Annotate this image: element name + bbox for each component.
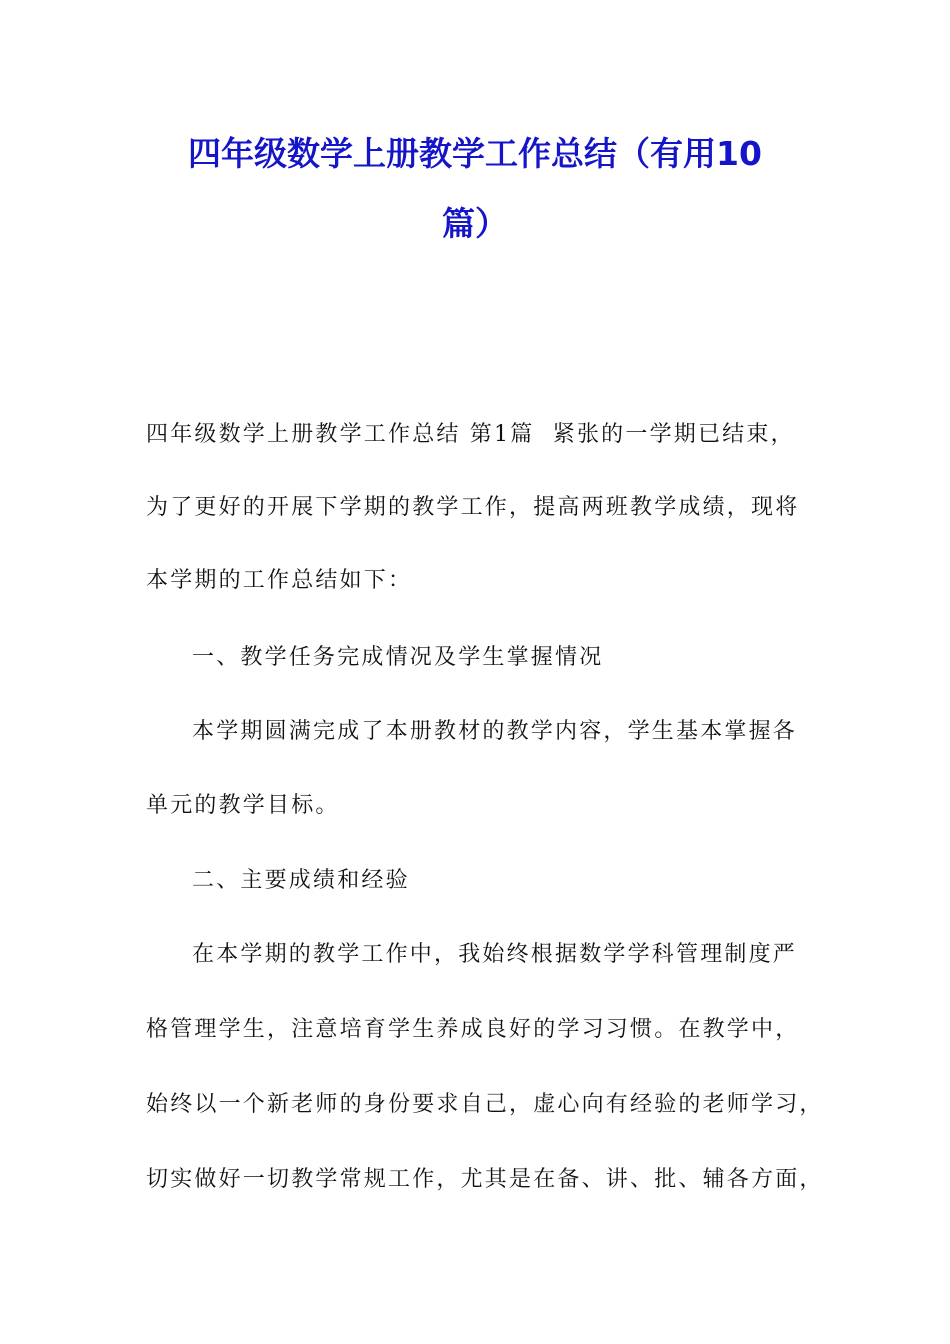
body-line-11: 切实做好一切教学常规工作，尤其是在备、讲、批、辅各方面，: [146, 1167, 824, 1192]
body-line-9: 格管理学生，注意培育学生养成良好的学习习惯。在教学中，: [146, 1017, 800, 1042]
section-heading-1: 一、教学任务完成情况及学生掌握情况: [192, 645, 604, 670]
document-title-line-2: 篇）: [442, 204, 508, 243]
body-line-8: 在本学期的教学工作中，我始终根据数学学科管理制度严: [192, 942, 798, 967]
body-line-3: 本学期的工作总结如下：: [146, 568, 413, 593]
body-line-6: 单元的教学目标。: [146, 793, 340, 818]
body-line-10: 始终以一个新老师的身份要求自己，虚心向有经验的老师学习，: [146, 1092, 824, 1117]
body-line-1: 四年级数学上册教学工作总结 第1篇 紧张的一学期已结束，: [146, 422, 795, 447]
body-line-5: 本学期圆满完成了本册教材的教学内容，学生基本掌握各: [192, 719, 798, 744]
body-line-2: 为了更好的开展下学期的教学工作，提高两班教学成绩，现将: [146, 495, 800, 520]
document-title-line-1: 四年级数学上册教学工作总结（有用10: [188, 134, 762, 173]
section-heading-2: 二、主要成绩和经验: [192, 868, 410, 893]
